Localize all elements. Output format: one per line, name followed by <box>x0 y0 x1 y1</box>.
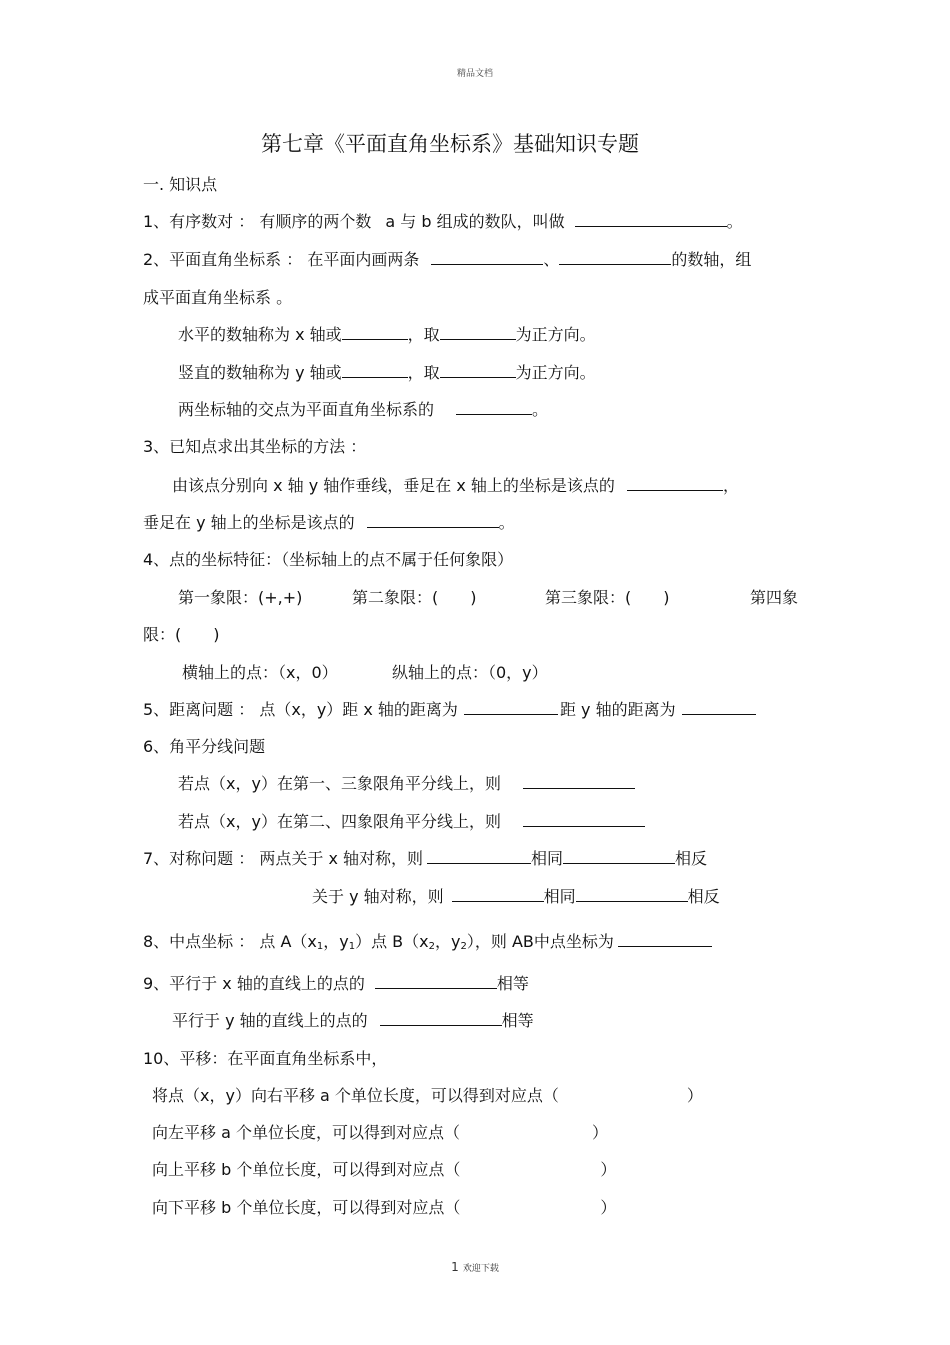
blank <box>523 811 645 827</box>
item-1: 1、有序数对 ： 有顺序的两个数 a 与 b 组成的数队，叫做 。 <box>143 212 743 231</box>
item-10-right: 将点（x，y）向右平移 a 个单位长度，可以得到对应点（ ） <box>152 1086 703 1105</box>
page-header: 精品文档 <box>456 69 493 79</box>
blank <box>575 211 727 227</box>
blank <box>682 699 756 715</box>
quadrant-4: 第四象 <box>750 588 799 607</box>
item-2-x-axis: 水平的数轴称为 x 轴或 ，取 为正方向。 <box>178 325 596 344</box>
page-footer <box>0 1260 950 1274</box>
blank <box>367 512 499 528</box>
item-8: 8、中点坐标 ： 点 $A(x_1$，$y_1$）点 $B(x_2$，$y_2$），则 AB中点坐标为 <box>143 931 712 958</box>
y-axis-point: 纵轴上的点：（0，y） <box>392 663 548 682</box>
blank <box>452 886 544 902</box>
page-number: 1 <box>451 1260 459 1274</box>
blank <box>559 249 671 265</box>
item-2: 2、平面直角坐标系 ： 在平面内画两条 、 的数轴，组 <box>143 250 752 269</box>
footer-text: 欢迎下载 <box>462 1264 499 1274</box>
blank <box>464 699 558 715</box>
item-3-y: 垂足在 y 轴上的坐标是该点的 。 <box>143 513 515 532</box>
item-10: 10、平移：在平面直角坐标系中， <box>143 1049 388 1068</box>
item-10-up: 向上平移 b 个单位长度，可以得到对应点（ ） <box>152 1160 617 1179</box>
blank <box>431 249 543 265</box>
section-heading: 一. 知识点 <box>143 175 218 194</box>
blank <box>440 324 516 340</box>
blank <box>380 1010 502 1026</box>
blank <box>618 931 712 947</box>
item-2-y-axis: 竖直的数轴称为 y 轴或 ，取 为正方向。 <box>178 363 596 382</box>
blank <box>342 362 408 378</box>
page-title: 第七章《平面直角坐标系》基础知识专题 <box>261 132 639 156</box>
item-7: 7、对称问题 ： 两点关于 x 轴对称，则 相同 相反 <box>143 849 708 868</box>
item-9: 9、平行于 x 轴的直线上的点的 相等 <box>143 974 529 993</box>
blank <box>576 886 688 902</box>
item-3-x: 由该点分别向 x 轴 y 轴作垂线，垂足在 x 轴上的坐标是该点的 ， <box>172 476 739 495</box>
quadrant-2: 第二象限：( ) <box>352 588 477 607</box>
item-10-down: 向下平移 b 个单位长度，可以得到对应点（ ） <box>152 1198 617 1217</box>
item-7-y: 关于 y 轴对称，则 相同 相反 <box>312 887 720 906</box>
blank <box>440 362 516 378</box>
blank <box>375 973 497 989</box>
quadrant-1: 第一象限：(+,+) <box>178 588 303 607</box>
item-5: 5、距离问题 ： 点（x，y）距 x 轴的距离为 距 y 轴的距离为 <box>143 699 756 721</box>
quadrant-4-cont: 限：( ) <box>143 625 220 644</box>
item-4: 4、点的坐标特征：（坐标轴上的点不属于任何象限） <box>143 550 514 569</box>
blank <box>456 399 532 415</box>
item-2-origin: 两坐标轴的交点为平面直角坐标系的 。 <box>178 400 549 419</box>
item-9-y: 平行于 y 轴的直线上的点的 相等 <box>172 1011 534 1030</box>
quadrant-3: 第三象限：( ) <box>545 588 670 607</box>
blank <box>342 324 408 340</box>
x-axis-point: 横轴上的点：（x，0） <box>182 663 338 682</box>
item-10-left: 向左平移 a 个单位长度，可以得到对应点（ ） <box>152 1123 608 1142</box>
item-6-q13: 若点（x，y）在第一、三象限角平分线上，则 <box>178 773 635 795</box>
blank <box>563 848 675 864</box>
blank <box>523 773 635 789</box>
item-6-q24: 若点（x，y）在第二、四象限角平分线上，则 <box>178 811 645 833</box>
item-3: 3、已知点求出其坐标的方法 ： <box>143 437 367 456</box>
blank <box>427 848 531 864</box>
blank <box>627 475 723 491</box>
item-2-cont: 成平面直角坐标系 。 <box>143 288 293 307</box>
item-6: 6、角平分线问题 <box>143 737 266 756</box>
